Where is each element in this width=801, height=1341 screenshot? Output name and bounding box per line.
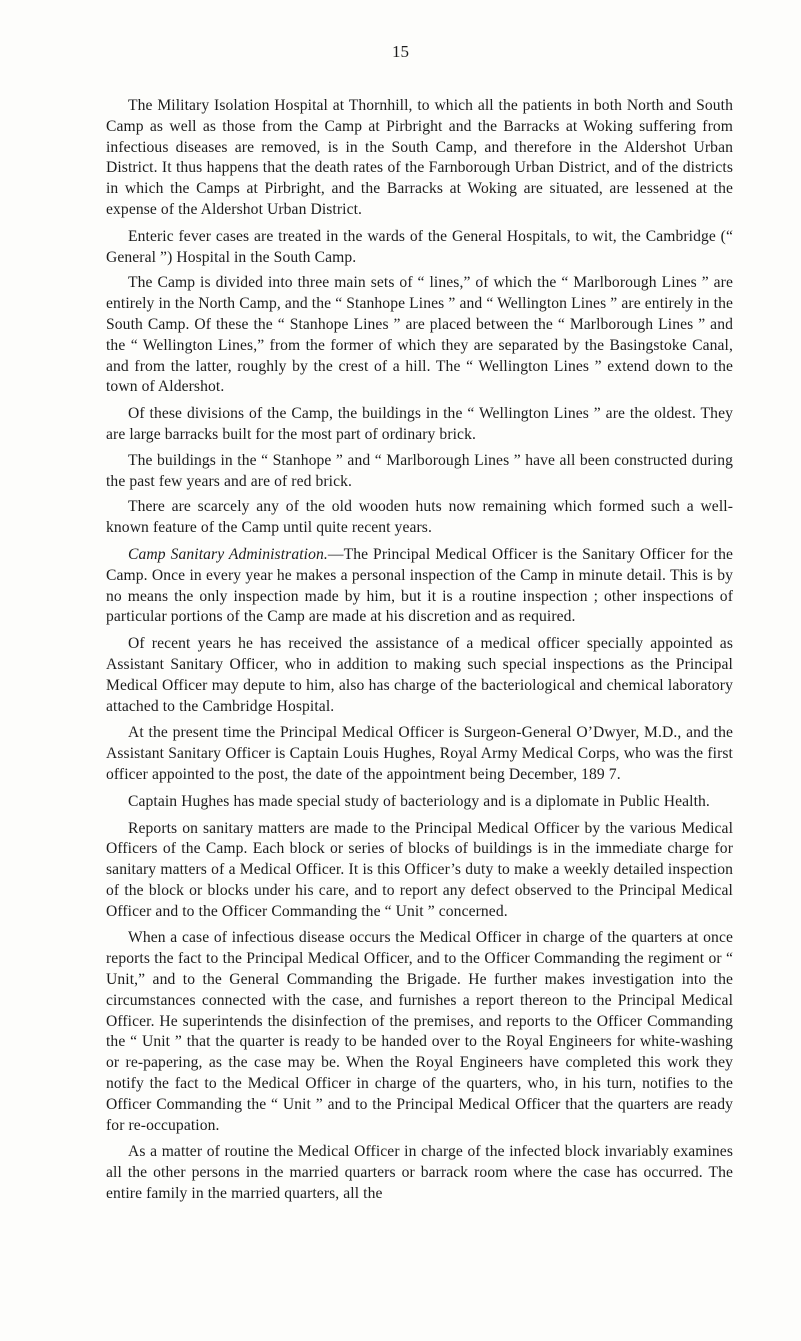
paragraph-stanhope-marlborough: The buildings in the “ Stanhope ” and “ Marlborough Lines ” have all been constructed during the past few years and are of red brick. <box>106 451 733 490</box>
paragraph-reports: Reports on sanitary matters are made to the Principal Medical Officer by the various Medical Officers of the Camp. Each block or series of blocks of buildings is in the immediate charge for sanitary matters of a Medical Officer. It is this Officer’s duty to make a weekly detailed inspection of the block or blocks under his care, and to report any defect observed to the Principal Medical Officer and to the Officer Commanding the “ Unit ” concerned. <box>106 819 733 920</box>
document-body <box>106 96 733 1205</box>
paragraph-present-officers: At the present time the Principal Medical Officer is Surgeon-General O’Dwyer, M.D., and the Assistant Sanitary Officer is Captain Louis Hughes, Royal Army Medical Corps, who was the first officer appointed to the post, the date of the appointment being December, 189 7. <box>106 724 733 783</box>
paragraph-assistant-officer: Of recent years he has received the assistance of a medical officer specially appointed as Assistant Sanitary Officer, who in addition to making such special inspections as the Principal Medical Officer may depute to him, also has charge of the bacteriological and chemical laboratory attached to the Cambridge Hospital. <box>106 635 733 715</box>
paragraph-sanitary-administration <box>106 545 733 628</box>
paragraph-wellington-lines: Of these divisions of the Camp, the buildings in the “ Wellington Lines ” are the oldest. They are large barracks built for the most part of ordinary brick. <box>106 405 733 443</box>
section-body: —The Principal Medical Officer is the Sanitary Officer for the Camp. Once in every year he makes a personal inspection of the Camp in minute detail. This is by no means the only inspection made by him, but it is a routine inspection ; other inspections of particular portions of the Camp are made at his discretion and as required. <box>106 545 733 626</box>
paragraph-camp-lines: The Camp is divided into three main sets of “ lines,” of which the “ Marlborough Lines ” are entirely in the North Camp, and the “ Stanhope Lines ” and “ Wellington Lines ” are entirely in the South Camp. Of these the “ Stanhope Lines ” are placed between the “ Marlborough Lines ” and the “ Wellington Lines,” from the former of which they are separated by the Basingstoke Canal, and from the latter, roughly by the crest of a hill. The “ Wellington Lines ” extend down to the town of Aldershot. <box>106 274 733 396</box>
section-heading: Camp Sanitary Administration. <box>128 545 328 563</box>
paragraph-isolation-hospital: The Military Isolation Hospital at Thornhill, to which all the patients in both North and South Camp as well as those from the Camp at Pirbright and the Barracks at Woking suffering from infectious diseases are removed, is in the South Camp, and therefore in the Aldershot Urban District. It thus happens that the death rates of the Farnborough Urban District, and of the districts in which the Camps at Pirbright, and the Barracks at Woking are situated, are lessened at the expense of the Aldershot Urban District. <box>106 97 733 218</box>
paragraph-routine-examination: As a matter of routine the Medical Officer in charge of the infected block invariably examines all the other persons in the married quarters or barrack room where the case has occurred. The entire family in the married quarters, all the <box>106 1143 733 1203</box>
paragraph-captain-hughes: Captain Hughes has made special study of bacteriology and is a diplomate in Public Health. <box>128 792 710 810</box>
page-number: 15 <box>392 42 409 61</box>
paragraph-wooden-huts: There are scarcely any of the old wooden huts now remaining which formed such a well-known feature of the Camp until quite recent years. <box>106 498 733 537</box>
paragraph-enteric-fever: Enteric fever cases are treated in the wards of the General Hospitals, to wit, the Cambridge (“ General ”) Hospital in the South Camp. <box>106 227 733 266</box>
paragraph-infectious-disease: When a case of infectious disease occurs the Medical Officer in charge of the quarters at once reports the fact to the Principal Medical Officer, and to the Officer Commanding the regiment or “ Unit,” and to the General Commanding the Brigade. He further makes investigation into the circumstances connected with the case, and furnishes a report thereon to the Principal Medical Officer. He superintends the disinfection of the premises, and reports to the Officer Commanding the “ Unit ” that the quarter is ready to be handed over to the Royal Engineers for white-washing or re-papering, as the case may be. When the Royal Engineers have completed this work they notify the fact to the Medical Officer in charge of the quarters, who, in his turn, notifies to the Officer Commanding the “ Unit ” and to the Principal Medical Officer that the quarters are ready for re-occupation. <box>106 929 733 1134</box>
